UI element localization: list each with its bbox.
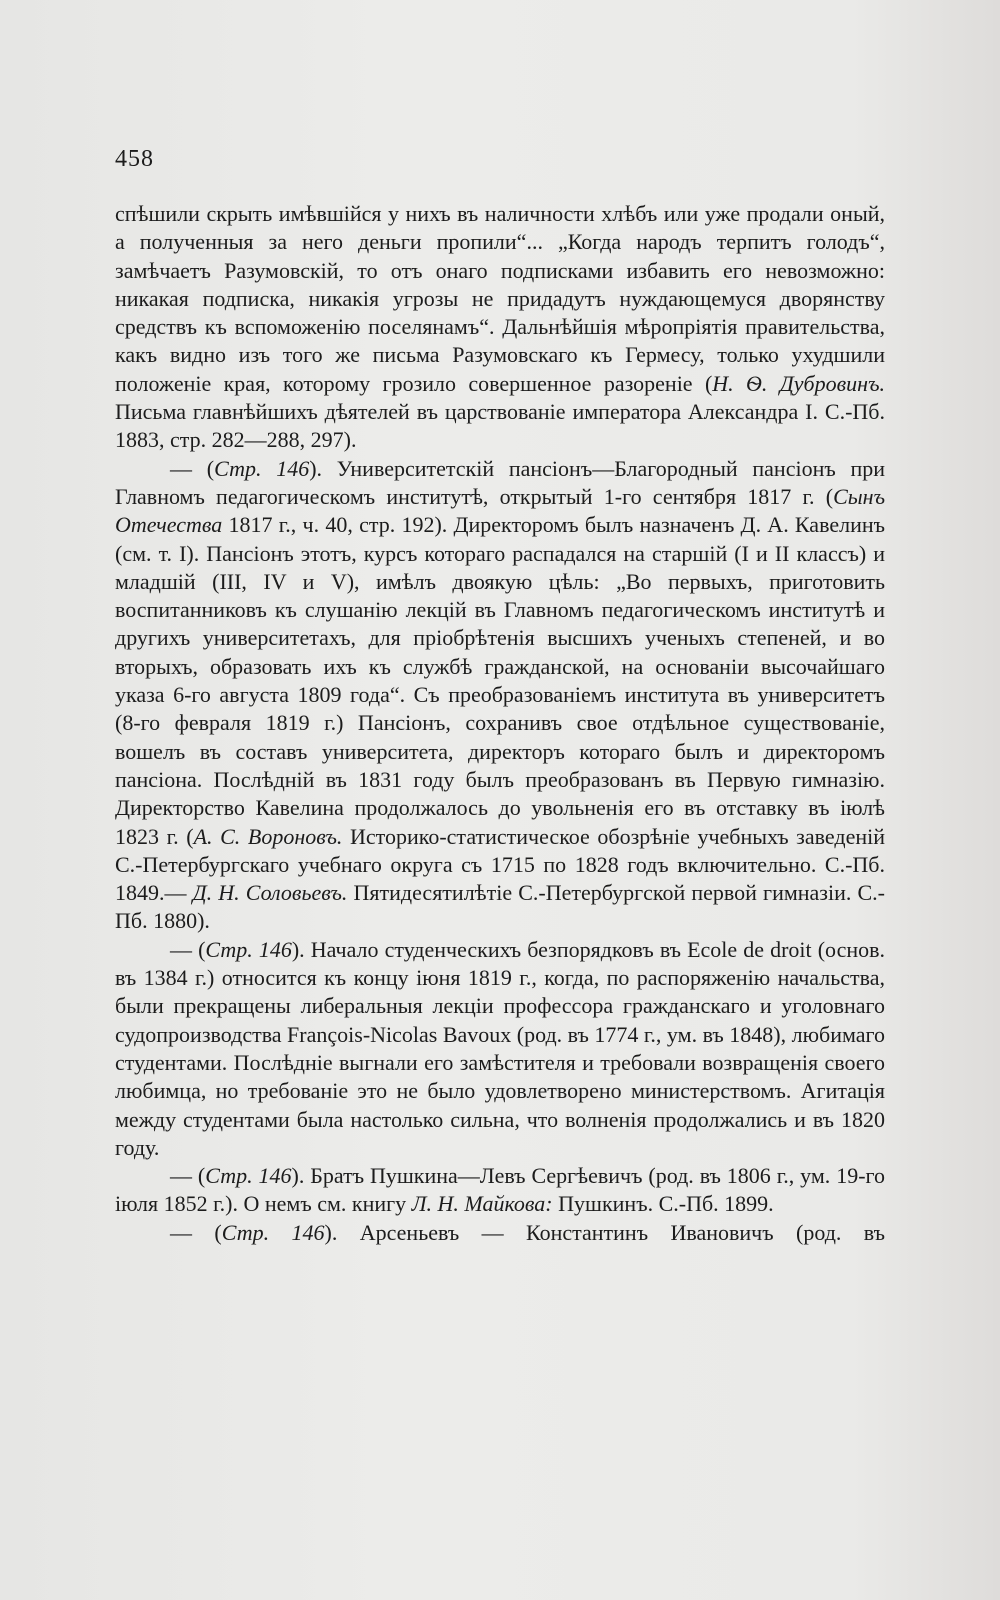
italic-citation: Стр. 146 xyxy=(205,1163,292,1189)
paragraph xyxy=(115,200,885,455)
italic-citation: Стр. 146 xyxy=(205,936,292,962)
paragraph xyxy=(115,455,885,936)
text-run: — ( xyxy=(170,1219,222,1245)
paragraph xyxy=(115,1219,885,1247)
text-run: ). Арсеньевъ — Константинъ Ивановичъ (род. въ xyxy=(324,1219,886,1245)
text-run: Пушкинъ. С.-Пб. 1899. xyxy=(552,1191,774,1217)
text-run: — ( xyxy=(170,1163,206,1189)
italic-citation: А. С. Вороновъ. xyxy=(193,823,343,849)
text-run: ). Братъ Пушкина—Левъ Сергѣевичъ (род. въ 1806 г., ум. 19-го іюля 1852 г.). О немъ см. книгу xyxy=(115,1163,886,1217)
italic-citation: Л. Н. Майкова: xyxy=(411,1191,553,1217)
italic-citation: Сынъ Отечества xyxy=(115,483,885,538)
page-number: 458 xyxy=(115,146,154,172)
text-run: Пятидесятилѣтіе С.-Петербургской первой гимназіи. С.-Пб. 1880). xyxy=(115,880,885,934)
text-run: — ( xyxy=(170,936,206,962)
italic-citation: Н. Ѳ. Дубровинъ. xyxy=(712,370,885,396)
text-run: ). Начало студенческихъ безпорядковъ въ Ecole de droit (основ. въ 1384 г.) относится къ концу іюня 1819 г., когда, по распоряженію начальства, были прекращены либеральныя лекціи профессора гражданскаго и уголовнаго судопроизводства François-Nicolas Bavoux (род. въ 1774 г., ум. въ 1848), любимаго студентами. Послѣдніе выгнали его замѣстителя и требовали возвращенія своего любимца, но требованіе это не было удовлетворено министерствомъ. Агитація между студентами была настолько сильна, что волненія продолжались и въ 1820 году. xyxy=(115,936,886,1160)
italic-citation: Стр. 146 xyxy=(214,455,310,481)
body-text xyxy=(115,200,885,1247)
text-run: Письма главнѣйшихъ дѣятелей въ царствованіе императора Александра I. С.-Пб. 1883, стр. 282—288, 297). xyxy=(115,399,885,453)
text-run: ). Университетскій пансіонъ—Благородный пансіонъ при Главномъ педагогическомъ институтѣ, открытый 1-го сентября 1817 г. ( xyxy=(115,455,886,509)
paragraph xyxy=(115,936,885,1162)
text-run: спѣшили скрыть имѣвшійся у нихъ въ наличности хлѣбъ или уже продали оный, а полученныя за него деньги пропили“... „Когда народъ терпитъ голодъ“, замѣчаетъ Разумовскій, то отъ онаго подписками избавить его невозможно: никакая подписка, никакія угрозы не придадутъ нуждающемуся дворянству средствъ къ вспоможенію поселянамъ“. Дальнѣйшія мѣропріятія правительства, какъ видно изъ того же письма Разумовскаго къ Гермесу, только ухудшили положеніе края, которому грозило совершенное разореніе ( xyxy=(115,201,885,396)
italic-citation: Д. Н. Соловьевъ. xyxy=(192,880,348,906)
text-run: Историко-статистическое обозрѣніе учебныхъ заведеній С.-Петербургскаго учебнаго округа съ 1715 по 1828 годъ включительно. С.-Пб. 1849.— xyxy=(115,823,885,906)
italic-citation: Стр. 146 xyxy=(221,1219,325,1245)
text-run: 1817 г., ч. 40, стр. 192). Директоромъ былъ назначенъ Д. А. Кавелинъ (см. т. I). Пансіонъ этотъ, курсъ котораго распадался на старшій (I и II классъ) и младшій (III, IV и V), имѣлъ двоякую цѣль: „Во первыхъ, приготовить воспитанниковъ къ слушанію лекцій въ Главномъ педагогическомъ институтѣ и другихъ университетахъ, для пріобрѣтенія высшихъ ученыхъ степеней, и во вторыхъ, образовать ихъ къ службѣ гражданской, на основаніи высочайшаго указа 6-го августа 1809 года“. Съ преобразованіемъ института въ университетъ (8-го февраля 1819 г.) Пансіонъ, сохранивъ свое отдѣльное существованіе, вошелъ въ составъ университета, директоръ котораго былъ и директоромъ пансіона. Послѣдній въ 1831 году былъ преобразованъ въ Первую гимназію. Директорство Кавелина продолжалось до увольненія его въ отставку въ іюлѣ 1823 г. ( xyxy=(115,512,885,849)
paragraph xyxy=(115,1162,885,1219)
text-run: — ( xyxy=(170,455,215,481)
